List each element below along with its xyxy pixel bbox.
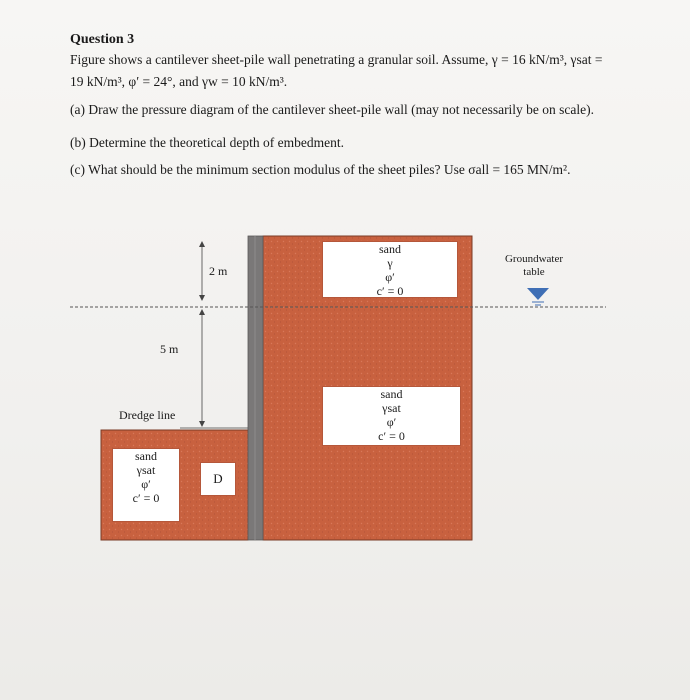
question-intro-line2: 19 kN/m³, φ′ = 24°, and γw = 10 kN/m³.	[70, 74, 288, 89]
soil-box-right-line1: sand	[380, 387, 403, 401]
dim-upper-label: 2 m	[209, 264, 228, 278]
groundwater-label-line2: table	[523, 266, 545, 278]
soil-box-top-line4: c′ = 0	[376, 284, 404, 298]
groundwater-label-line1: Groundwater	[504, 253, 564, 265]
part-a: (a) Draw the pressure diagram of the cantilever sheet-pile wall (may not necessarily be on scale).	[70, 102, 595, 117]
depth-box: D	[200, 462, 236, 496]
soil-box-top-line2: γ	[387, 256, 393, 270]
soil-box-left-line1: sand	[135, 449, 157, 463]
groundwater-triangle-icon	[527, 288, 549, 300]
question-intro-line1: Figure shows a cantilever sheet-pile wall penetrating a granular soil. Assume, γ = 16 kN/m³, γsat =	[70, 52, 603, 67]
soil-box-left-line2: γsat	[136, 463, 156, 477]
soil-box-right	[322, 386, 461, 446]
soil-box-left-line4: c′ = 0	[132, 491, 160, 505]
soil-box-right-line2: γsat	[382, 401, 401, 415]
soil-box-top	[322, 241, 458, 298]
part-b: (b) Determine the theoretical depth of embedment.	[70, 135, 345, 150]
soil-box-right-line4: c′ = 0	[378, 429, 405, 443]
dim-lower-label: 5 m	[160, 342, 179, 356]
dredge-line-label: Dredge line	[119, 408, 176, 422]
soil-box-top-line3: φ′	[385, 270, 395, 284]
part-c: (c) What should be the minimum section modulus of the sheet piles? Use σall = 165 MN/m².	[70, 162, 571, 177]
soil-box-right-line3: φ′	[386, 415, 397, 429]
groundwater-label	[502, 253, 566, 279]
soil-box-left	[112, 448, 180, 522]
soil-box-left-line3: φ′	[141, 477, 151, 491]
soil-box-top-line1: sand	[379, 242, 401, 256]
question-title: Question 3	[70, 32, 135, 47]
